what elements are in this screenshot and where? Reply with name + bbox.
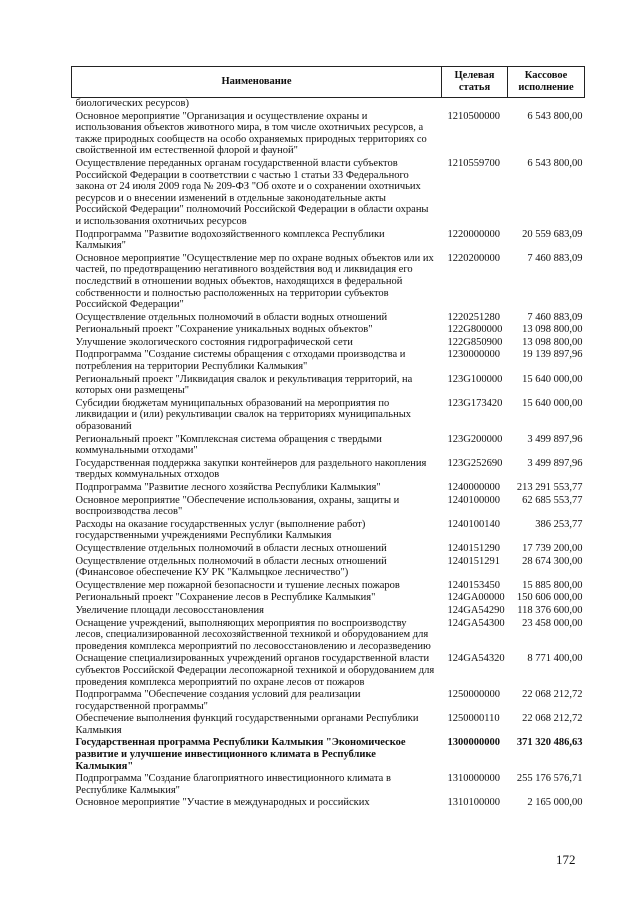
- row-name: Осуществление отдельных полномочий в области лесных отношений (Финансовое обеспечение КУ РК "Калмыцкое лесничество"): [75, 555, 387, 579]
- table-row: [72, 737, 585, 773]
- table-row: [72, 618, 585, 654]
- row-name: Основное мероприятие "Организация и осуществление охраны и использования объектов животного мира, в том числе охотничьих ресурсов, а также природных сообществ на особо охраняемых природных территориях со свойственной им естественной флорой и фауной": [75, 110, 427, 157]
- row-code: 124GA00000: [447, 592, 505, 604]
- table-body: [72, 98, 585, 811]
- row-name: биологических ресурсов): [75, 98, 190, 109]
- row-code: 122G850900: [447, 336, 503, 348]
- row-amount: 2 165 000,00: [527, 797, 583, 809]
- row-name: Основное мероприятие "Осуществление мер по охране водных объектов или их частей, по предотвращению негативного воздействия вод и ликвидация его последствий в отношении водных объектов, находящихся в федеральной собственности и полностью расположенных на территории субъектов Российской Федерации": [75, 252, 434, 311]
- row-name: Подпрограмма "Развитие лесного хозяйства Республики Калмыкия": [75, 482, 381, 493]
- row-amount: 19 139 897,96: [522, 349, 583, 361]
- row-amount: 118 376 600,00: [517, 604, 583, 616]
- table-row: [72, 653, 585, 689]
- row-code: 1230000000: [447, 349, 500, 361]
- row-amount: 28 674 300,00: [522, 555, 583, 567]
- row-amount: 23 458 000,00: [522, 617, 583, 629]
- table-row: [72, 580, 585, 593]
- row-name: Подпрограмма "Создание благоприятного инвестиционного климата в Республике Калмыкия": [75, 773, 391, 796]
- row-amount: [508, 98, 585, 111]
- table-row: [72, 253, 585, 312]
- row-name: Основное мероприятие "Участие в международных и российских: [75, 797, 370, 809]
- row-name: Осуществление переданных органам государственной власти субъектов Российской Федерации в соответствии с частью 1 статьи 33 Федерального закона от 24 июля 2009 года № 209-ФЗ "Об охоте и о сохранении охотничьих ресурсов и о внесении изменений в отдельные законодательные акты Российской Федерации" полномочий Российской Федерации в области охраны и использования охотничьих ресурсов: [75, 157, 429, 227]
- row-code: 1240153450: [447, 579, 500, 591]
- row-name: Региональный проект "Сохранение уникальных водных объектов": [75, 324, 373, 336]
- row-code: 123G100000: [447, 373, 503, 385]
- header-amount: [508, 67, 585, 98]
- table-row: [72, 543, 585, 556]
- row-code: [442, 98, 508, 111]
- row-amount: 6 543 800,00: [527, 110, 583, 122]
- header-amount-line2: исполнение: [518, 82, 574, 93]
- row-amount: 62 685 553,77: [522, 494, 583, 506]
- row-code: 123G252690: [447, 457, 503, 469]
- table-row: [72, 689, 585, 713]
- row-code: 1220200000: [447, 252, 500, 264]
- table-row: [72, 398, 585, 434]
- row-name: Субсидии бюджетам муниципальных образований на мероприятия по ликвидации и (или) рекультивации свалок на территориях муниципальных образований: [75, 397, 412, 433]
- row-name: Региональный проект "Ликвидация свалок и рекультивация территорий, на которых они размещены": [75, 373, 413, 397]
- row-code: 124GA54320: [447, 653, 505, 665]
- table-row: [72, 324, 585, 337]
- table-row: [72, 312, 585, 325]
- row-name: Подпрограмма "Создание системы обращения с отходами производства и потребления на территории Республики Калмыкия": [75, 349, 406, 373]
- row-name: Обеспечение выполнения функций государственными органами Республики Калмыкия: [75, 713, 419, 736]
- row-name: Осуществление отдельных полномочий в области водных отношений: [75, 311, 388, 323]
- table-row: [72, 773, 585, 797]
- row-name: Осуществление мер пожарной безопасности и тушение лесных пожаров: [75, 579, 400, 591]
- row-code: 1220251280: [447, 311, 500, 323]
- row-code: 122G800000: [447, 324, 503, 336]
- row-name: Региональный проект "Сохранение лесов в Республике Калмыкия": [75, 592, 376, 604]
- row-amount: 213 291 553,77: [516, 482, 583, 493]
- header-amount-line1: Кассовое: [524, 70, 568, 81]
- row-amount: 7 460 883,09: [527, 252, 583, 264]
- row-amount: 6 543 800,00: [527, 157, 583, 169]
- row-code: 1250000110: [447, 713, 500, 725]
- row-amount: 22 068 212,72: [522, 689, 583, 701]
- row-amount: 20 559 683,09: [522, 228, 583, 240]
- row-code: 1250000000: [447, 689, 500, 701]
- budget-table: [71, 66, 585, 810]
- table-row: [72, 592, 585, 605]
- row-code: 1240100140: [447, 518, 500, 530]
- row-amount: 7 460 883,09: [527, 311, 583, 323]
- table-row: [72, 495, 585, 519]
- row-amount: 371 320 486,63: [516, 737, 583, 749]
- table-row: [72, 229, 585, 253]
- row-name: Расходы на оказание государственных услуг (выполнение работ) государственными учреждениями Республики Калмыкия: [75, 518, 366, 542]
- row-name: Государственная поддержка закупки контейнеров для раздельного накопления твердых коммунальных отходов: [75, 457, 427, 481]
- header-code: [442, 67, 508, 98]
- row-name: Государственная программа Республики Калмыкия "Экономическое развитие и улучшение инвестиционного климата в Республике Калмыкия": [75, 737, 406, 772]
- row-code: 1300000000: [447, 737, 500, 749]
- row-code: 1240100000: [447, 494, 500, 506]
- table-row: [72, 374, 585, 398]
- row-amount: 13 098 800,00: [522, 336, 583, 348]
- row-amount: 15 640 000,00: [522, 397, 583, 409]
- row-name: Улучшение экологического состояния гидрографической сети: [75, 336, 353, 348]
- header-code-line2: статья: [458, 82, 491, 93]
- header-name: Наименование: [72, 67, 442, 98]
- row-name: Оснащение специализированных учреждений органов государственной власти субъектов Российской Федерации лесопожарной техникой и оборудованием для проведения комплекса мероприятий по охране лесов от пожаров: [75, 653, 435, 688]
- table-header-row: [72, 67, 585, 98]
- table-row: [72, 605, 585, 618]
- row-amount: 255 176 576,71: [516, 773, 583, 785]
- row-name: Подпрограмма "Развитие водохозяйственного комплекса Республики Калмыкия": [75, 228, 385, 252]
- header-code-line1: Целевая: [454, 70, 495, 81]
- row-name: Подпрограмма "Обеспечение создания условий для реализации государственной программы": [75, 689, 361, 712]
- row-code: 1240151290: [447, 542, 500, 554]
- table-row: [72, 519, 585, 543]
- row-amount: 13 098 800,00: [522, 324, 583, 336]
- row-name: Основное мероприятие "Обеспечение использования, охраны, защиты и воспроизводства лесов": [75, 494, 400, 518]
- row-name: Увеличение площади лесовосстановления: [75, 604, 264, 616]
- table-row: [72, 482, 585, 495]
- row-code: 1310000000: [447, 773, 500, 785]
- row-code: 1310100000: [447, 797, 500, 809]
- row-code: 1240151291: [447, 555, 500, 567]
- table-row: [72, 158, 585, 229]
- row-code: 124GA54300: [447, 617, 505, 629]
- row-code: 124GA54290: [447, 604, 505, 616]
- table-row: [72, 556, 585, 580]
- row-amount: 3 499 897,96: [527, 433, 583, 445]
- row-amount: 3 499 897,96: [527, 457, 583, 469]
- table-row: [72, 434, 585, 458]
- row-amount: 386 253,77: [535, 518, 583, 530]
- table-row: [72, 337, 585, 350]
- row-name: Оснащение учреждений, выполняющих мероприятия по воспроизводству лесов, специализированной лесохозяйственной техникой и оборудованием для проведения комплекса мероприятий по лесовосстановлению и лесоразведению: [75, 617, 431, 652]
- row-code: 1210500000: [447, 110, 500, 122]
- row-amount: 17 739 200,00: [522, 542, 583, 554]
- row-code: 1210559700: [447, 157, 500, 169]
- table-row: [72, 98, 585, 111]
- table-row: [72, 349, 585, 373]
- row-code: 123G173420: [447, 397, 503, 409]
- row-code: 1220000000: [447, 228, 500, 240]
- row-amount: 8 771 400,00: [527, 653, 583, 665]
- row-name: Региональный проект "Комплексная система обращения с твердыми коммунальными отходами": [75, 433, 382, 457]
- row-amount: 150 606 000,00: [516, 592, 583, 604]
- page-number: 172: [556, 852, 576, 867]
- table-row: [72, 458, 585, 482]
- row-amount: 15 885 800,00: [522, 579, 583, 591]
- row-amount: 22 068 212,72: [522, 713, 583, 725]
- table-row: [72, 797, 585, 810]
- row-name: Осуществление отдельных полномочий в области лесных отношений: [75, 542, 387, 554]
- row-code: 123G200000: [447, 433, 503, 445]
- table-row: [72, 713, 585, 737]
- table-row: [72, 111, 585, 158]
- row-amount: 15 640 000,00: [522, 373, 583, 385]
- row-code: 1240000000: [447, 482, 500, 493]
